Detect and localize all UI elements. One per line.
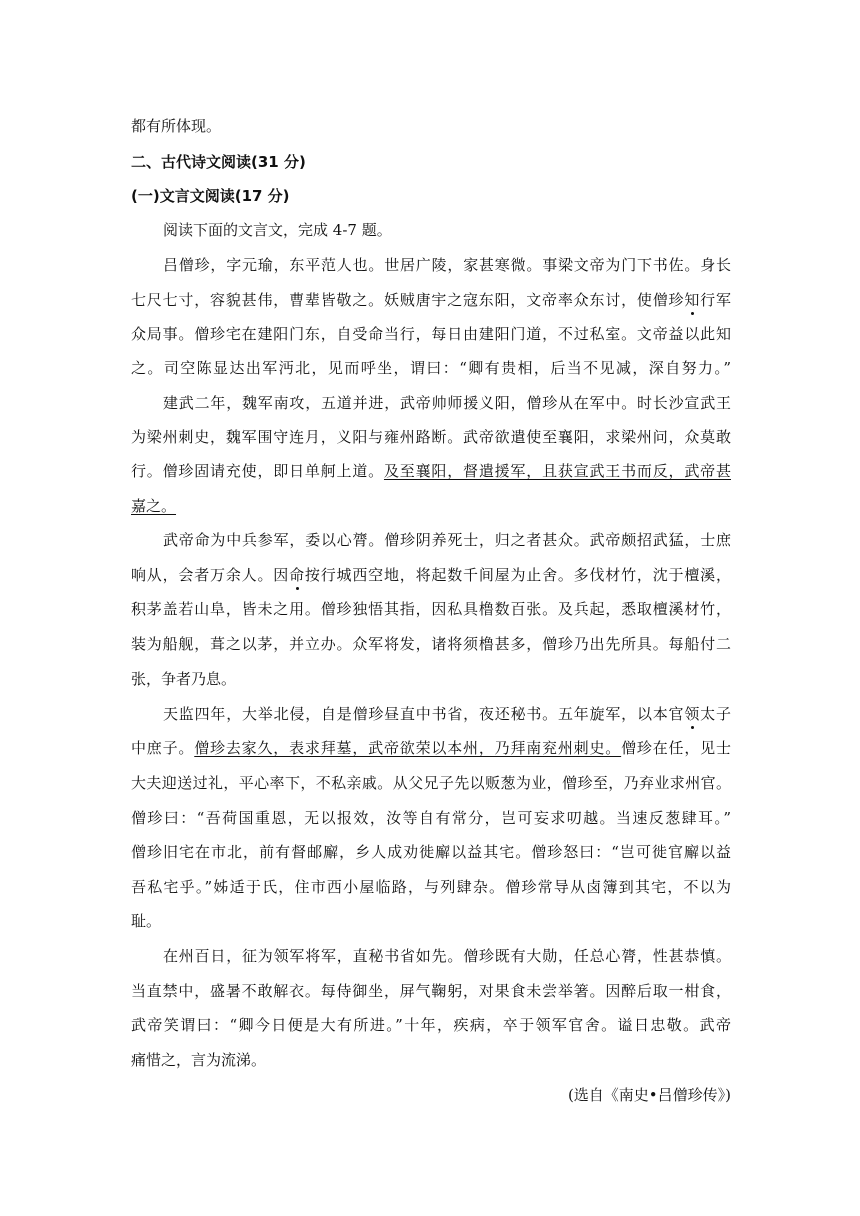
text-line: 中庶子。僧珍去家久，表求拜墓，武帝欲荣以本州，乃拜南兖州刺史。僧珍在任，见士: [131, 739, 731, 757]
text-line: [131, 496, 731, 516]
continuation-text: 都有所体现。: [131, 117, 222, 135]
text-line: 武帝笑谓曰：“卿今日便是大有所进。”十年，疾病，卒于领军官舍。谥日忠敬。武帝: [131, 1016, 731, 1034]
underlined-sentence: 及至襄阳，督遣援军，且获宣武王书而反，武帝甚: [383, 462, 731, 480]
text-line: 建武二年，魏军南攻，五道并进，武帝帅师援义阳，僧珍从在军中。时长沙宣武王: [163, 394, 731, 412]
text-line: 众局事。僧珍宅在建阳门东，自受命当行，每日由建阳门道，不过私室。文帝益以此知: [131, 325, 731, 343]
subsection-heading: (一)文言文阅读(17 分): [131, 187, 290, 205]
section-heading: 二、古代诗文阅读(31 分): [131, 153, 306, 171]
text-line: 痛惜之，言为流涕。: [131, 1051, 267, 1069]
text-line: 吾私宅乎。”姊适于氏，住市西小屋临路，与列肆杂。僧珍常导从卤簿到其宅，不以为: [131, 878, 731, 896]
emphasis-dot-char: 领: [684, 705, 701, 723]
text-line: 大夫迎送过礼，平心率下，不私亲戚。从父兄子先以贩葱为业，僧珍至，乃弃业求州官。: [131, 774, 731, 792]
text-line: 在州百日，征为领军将军，直秘书省如先。僧珍既有大勋，任总心膂，性甚恭慎。: [163, 947, 731, 965]
text-line: 耻。: [131, 912, 162, 930]
text-line: 之。司空陈显达出军沔北，见而呼坐，谓曰：“卿有贵相，后当不见减，深自努力。”: [131, 359, 731, 377]
text-line: 僧珍旧宅在市北，前有督邮廨，乡人成劝徙廨以益其宅。僧珍怒曰：“岂可徙官廨以益: [131, 843, 731, 861]
text-line: 行。僧珍固请充使，即日单舸上道。及至襄阳，督遣援军，且获宣武王书而反，武帝甚: [131, 462, 731, 480]
text-line: 僧珍曰：“吾荷国重恩，无以报效，汝等自有常分，岂可妄求叨越。当速反葱肆耳。”: [131, 809, 731, 827]
text-line: 天监四年，大举北侵，自是僧珍昼直中书省，夜还秘书。五年旋军，以本官领太子: [163, 705, 731, 723]
text-line: 装为船舰，葺之以茅，并立办。众军将发，诸将须橹甚多，僧珍乃出先所具。每船付二: [131, 635, 731, 653]
text-line: 响从，会者万余人。因命按行城西空地，将起数千间屋为止舍。多伐材竹，沈于檀溪，: [131, 566, 731, 584]
text-line: 当直禁中，盛暑不敢解衣。每侍御坐，屏气鞠躬，对果食未尝举箸。因醉后取一柑食，: [131, 982, 731, 1000]
emphasis-dot-char: 知: [684, 291, 701, 309]
emphasis-dot-char: 命: [289, 566, 305, 584]
text-line: 积茅盖若山阜，皆未之用。僧珍独悟其指，因私具橹数百张。及兵起，悉取檀溪材竹，: [131, 600, 731, 618]
source-citation: (选自《南史•吕僧珍传》): [567, 1086, 731, 1104]
text-line: 武帝命为中兵参军，委以心膂。僧珍阴养死士，归之者甚众。武帝颇招武猛，士庶: [163, 531, 731, 549]
text-line: 张，争者乃息。: [131, 670, 237, 688]
reading-instruction: 阅读下面的文言文，完成 4-7 题。: [163, 221, 392, 239]
text-line: 为梁州刺史，魏军围守连月，义阳与雍州路断。武帝欲遣使至襄阳，求梁州问，众莫敢: [131, 428, 731, 446]
underlined-sentence: 嘉之。: [131, 497, 177, 515]
underlined-sentence: 僧珍去家久，表求拜墓，武帝欲荣以本州，乃拜南兖州刺史。: [194, 739, 622, 757]
text-line: 七尺七寸，容貌甚伟，曹辈皆敬之。妖贼唐宇之寇东阳，文帝率众东讨，使僧珍知行军: [131, 291, 731, 309]
text-line: 吕僧珍，字元瑜，东平范人也。世居广陵，家甚寒微。事梁文帝为门下书佐。身长: [163, 256, 731, 274]
